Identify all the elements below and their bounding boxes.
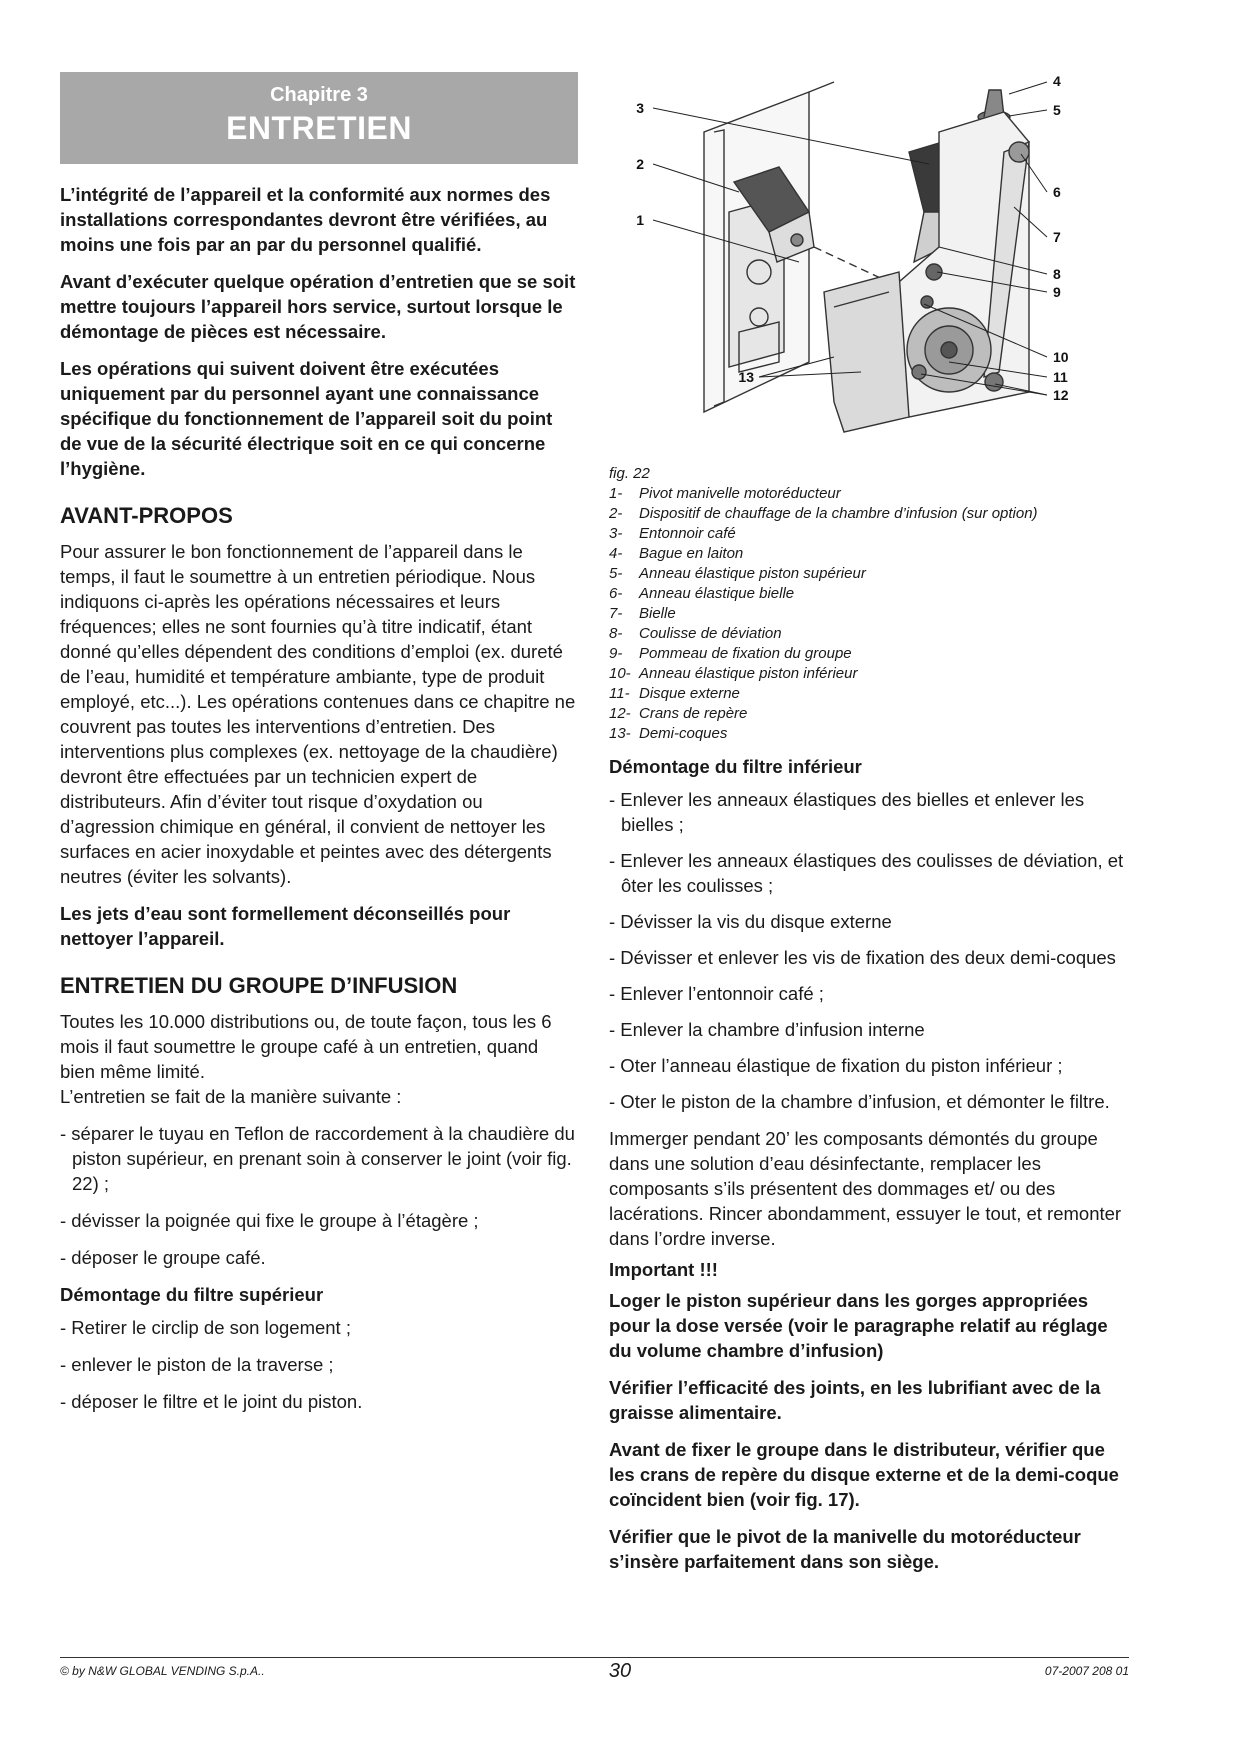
callout-label: 1	[636, 212, 644, 228]
avant-propos-warning: Les jets d’eau sont formellement déconseillés pour nettoyer l’appareil.	[60, 903, 511, 949]
figure-captions	[609, 484, 1129, 744]
caption-item: 12- Crans de repère	[609, 705, 748, 722]
filtre-inferieur-steps	[609, 787, 1129, 1114]
section-heading-avant-propos: AVANT-PROPOS	[60, 503, 233, 528]
groupe-body: L’entretien se fait de la manière suivante :	[60, 1086, 402, 1107]
list-item: - Enlever l’entonnoir café ;	[609, 983, 824, 1004]
filtre-superieur-steps	[60, 1315, 578, 1414]
intro-paragraph: L’intégrité de l’appareil et la conformité aux normes des installations correspondantes devront être vérifiées, au moins une fois par an par du personnel qualifié.	[60, 184, 551, 255]
list-item: - déposer le groupe café.	[60, 1247, 266, 1268]
caption-item: 3- Entonnoir café	[609, 525, 736, 542]
important-note: Vérifier l’efficacité des joints, en les lubrifiant avec de la graisse alimentaire.	[609, 1377, 1101, 1423]
caption-item: 9- Pommeau de fixation du groupe	[609, 645, 852, 662]
infusion-group-diagram	[609, 72, 1129, 452]
important-note: Vérifier que le pivot de la manivelle du motoréducteur s’insère parfaitement dans son siège.	[609, 1526, 1081, 1572]
caption-item: 10- Anneau élastique piston inférieur	[609, 665, 858, 682]
groupe-steps	[60, 1121, 578, 1270]
intro-paragraph: Avant d’exécuter quelque opération d’entretien que se soit mettre toujours l’appareil hors service, surtout lorsque le démontage de pièces est nécessaire.	[60, 271, 576, 342]
caption-item: 2- Dispositif de chauffage de la chambre d’infusion (sur option)	[609, 505, 1038, 522]
chapter-label: Chapitre 3	[270, 84, 368, 106]
avant-propos-body: Pour assurer le bon fonctionnement de l’appareil dans le temps, il faut le soumettre à un entretien périodique. Nous indiquons ci-après les opérations nécessaires et leurs fréquences; elles ne sont fournies qu’à titre indicatif, étant donné qu’elles dépendent des conditions d’emploi (ex. dureté de l’eau, humidité et température ambiante, type de produit employé, etc...). Les opérations contenues dans ce chapitre ne couvrent pas toutes les interventions d’entretien. Des interventions plus complexes (ex. nettoyage de la chaudière) devront être effectuées par un technicien expert de distributeurs. Afin d’éviter tout risque d’oxydation ou d’agression chimique en général, il convient de nettoyer les surfaces en acier inoxydable et peintes avec des détergents neutres (éviter les solvants).	[60, 541, 576, 887]
callout-label: 5	[1053, 102, 1061, 118]
list-item: - Enlever les anneaux élastiques des coulisses de déviation, et ôter les coulisses ;	[609, 850, 1124, 896]
inf-body: Immerger pendant 20’ les composants démontés du groupe dans une solution d’eau désinfectante, remplacer les composants s’ils présentent des dommages et/ ou des lacérations. Rincer abondamment, essuyer le tout, et remonter dans l’ordre inverse.	[609, 1128, 1122, 1249]
callout-label: 10	[1053, 349, 1069, 365]
list-item: - séparer le tuyau en Teflon de raccordement à la chaudière du piston supérieur, en prenant soin à conserver le joint (voir fig. 22) ;	[60, 1123, 575, 1194]
callout-label: 6	[1053, 184, 1061, 200]
list-item: - déposer le filtre et le joint du piston.	[60, 1391, 363, 1412]
callout-label: 8	[1053, 266, 1061, 282]
footer-copyright: © by N&W GLOBAL VENDING S.p.A..	[60, 1664, 265, 1678]
groupe-body: Toutes les 10.000 distributions ou, de toute façon, tous les 6 mois il faut soumettre le groupe café à un entretien, quand bien même limité.	[60, 1011, 552, 1082]
callout-label: 11	[1053, 369, 1068, 385]
callout-label: 9	[1053, 284, 1061, 300]
callout-label: 13	[738, 369, 754, 385]
right-column	[609, 72, 1129, 1586]
list-item: - dévisser la poignée qui fixe le groupe à l’étagère ;	[60, 1210, 479, 1231]
important-label: Important !!!	[609, 1259, 718, 1280]
document-code: 07-2007 208 01	[1044, 1664, 1129, 1678]
subheading-filtre-superieur: Démontage du filtre supérieur	[60, 1284, 324, 1305]
list-item: - Oter le piston de la chambre d’infusion, et démonter le filtre.	[609, 1091, 1110, 1112]
caption-item: 6- Anneau élastique bielle	[609, 585, 795, 602]
chapter-title: ENTRETIEN	[226, 110, 412, 146]
caption-item: 8- Coulisse de déviation	[609, 625, 782, 642]
caption-item: 11- Disque externe	[609, 685, 740, 702]
list-item: - enlever le piston de la traverse ;	[60, 1354, 334, 1375]
figure-label: fig. 22	[609, 465, 650, 482]
caption-item: 13- Demi-coques	[609, 725, 728, 742]
callout-label: 7	[1053, 229, 1061, 245]
list-item: - Enlever la chambre d’infusion interne	[609, 1019, 925, 1040]
intro-paragraph: Les opérations qui suivent doivent être exécutées uniquement par du personnel ayant une connaissance spécifique du fonctionnement de l’appareil soit du point de vue de la sécurité électrique soit en ce qui concerne l’hygiène.	[60, 358, 553, 479]
caption-item: 4- Bague en laiton	[609, 545, 744, 562]
important-note: Loger le piston supérieur dans les gorges appropriées pour la dose versée (voir le paragraphe relatif au réglage du volume chambre d’infusion)	[609, 1290, 1108, 1361]
chapter-header	[60, 72, 578, 164]
section-heading-groupe: ENTRETIEN DU GROUPE D’INFUSION	[60, 973, 458, 998]
caption-item: 7- Bielle	[609, 605, 676, 622]
important-note: Avant de fixer le groupe dans le distributeur, vérifier que les crans de repère du disque externe et de la demi-coque coïncident bien (voir fig. 17).	[609, 1439, 1119, 1510]
list-item: - Dévisser la vis du disque externe	[609, 911, 892, 932]
caption-item: 5- Anneau élastique piston supérieur	[609, 565, 866, 582]
list-item: - Retirer le circlip de son logement ;	[60, 1317, 351, 1338]
caption-item: 1- Pivot manivelle motoréducteur	[609, 485, 841, 502]
callout-label: 12	[1053, 387, 1069, 403]
callout-label: 3	[636, 100, 644, 116]
list-item: - Dévisser et enlever les vis de fixation des deux demi-coques	[609, 947, 1116, 968]
callout-label: 4	[1053, 73, 1061, 89]
figure-22	[609, 72, 1129, 452]
left-column	[60, 72, 578, 1426]
footer-divider	[60, 1657, 1129, 1658]
page-number: 30	[608, 1660, 632, 1682]
callout-label: 2	[636, 156, 644, 172]
list-item: - Enlever les anneaux élastiques des bielles et enlever les bielles ;	[609, 789, 1085, 835]
list-item: - Oter l’anneau élastique de fixation du piston inférieur ;	[609, 1055, 1063, 1076]
subheading-filtre-inferieur: Démontage du filtre inférieur	[609, 756, 862, 777]
